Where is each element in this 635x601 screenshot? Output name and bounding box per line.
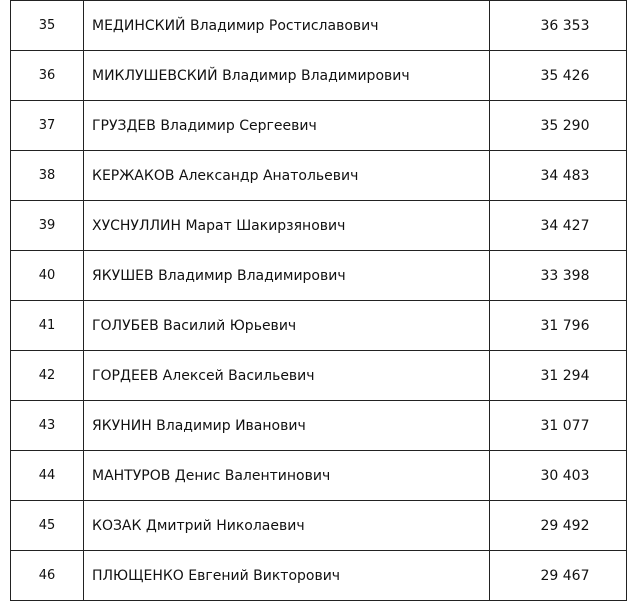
name-cell: ЯКУНИН Владимир Иванович xyxy=(84,401,490,451)
name-cell: МАНТУРОВ Денис Валентинович xyxy=(84,451,490,501)
votes-cell: 36 353 xyxy=(490,1,627,51)
table-row xyxy=(11,301,627,351)
rank-cell: 42 xyxy=(11,351,84,401)
name-cell: КЕРЖАКОВ Александр Анатольевич xyxy=(84,151,490,201)
name-cell: ГОРДЕЕВ Алексей Васильевич xyxy=(84,351,490,401)
votes-cell: 34 483 xyxy=(490,151,627,201)
table-row xyxy=(11,101,627,151)
table-row xyxy=(11,501,627,551)
ranking-table xyxy=(10,0,627,601)
table-row xyxy=(11,201,627,251)
rank-cell: 36 xyxy=(11,51,84,101)
votes-cell: 34 427 xyxy=(490,201,627,251)
votes-cell: 30 403 xyxy=(490,451,627,501)
votes-cell: 31 077 xyxy=(490,401,627,451)
name-cell: КОЗАК Дмитрий Николаевич xyxy=(84,501,490,551)
rank-cell: 38 xyxy=(11,151,84,201)
rank-cell: 41 xyxy=(11,301,84,351)
ranking-table-body xyxy=(11,1,627,601)
rank-cell: 39 xyxy=(11,201,84,251)
table-row xyxy=(11,251,627,301)
name-cell: ХУСНУЛЛИН Марат Шакирзянович xyxy=(84,201,490,251)
table-row xyxy=(11,1,627,51)
votes-cell: 29 492 xyxy=(490,501,627,551)
name-cell: ЯКУШЕВ Владимир Владимирович xyxy=(84,251,490,301)
votes-cell: 33 398 xyxy=(490,251,627,301)
table-row xyxy=(11,551,627,601)
rank-cell: 46 xyxy=(11,551,84,601)
votes-cell: 31 796 xyxy=(490,301,627,351)
name-cell: МИКЛУШЕВСКИЙ Владимир Владимирович xyxy=(84,51,490,101)
rank-cell: 45 xyxy=(11,501,84,551)
rank-cell: 40 xyxy=(11,251,84,301)
rank-cell: 37 xyxy=(11,101,84,151)
name-cell: ПЛЮЩЕНКО Евгений Викторович xyxy=(84,551,490,601)
rank-cell: 35 xyxy=(11,1,84,51)
table-row xyxy=(11,351,627,401)
rank-cell: 43 xyxy=(11,401,84,451)
name-cell: ГОЛУБЕВ Василий Юрьевич xyxy=(84,301,490,351)
table-row xyxy=(11,151,627,201)
rank-cell: 44 xyxy=(11,451,84,501)
votes-cell: 35 426 xyxy=(490,51,627,101)
votes-cell: 29 467 xyxy=(490,551,627,601)
table-row xyxy=(11,451,627,501)
votes-cell: 35 290 xyxy=(490,101,627,151)
votes-cell: 31 294 xyxy=(490,351,627,401)
name-cell: МЕДИНСКИЙ Владимир Ростиславович xyxy=(84,1,490,51)
table-row xyxy=(11,51,627,101)
ranking-table-container xyxy=(10,0,626,601)
name-cell: ГРУЗДЕВ Владимир Сергеевич xyxy=(84,101,490,151)
table-row xyxy=(11,401,627,451)
